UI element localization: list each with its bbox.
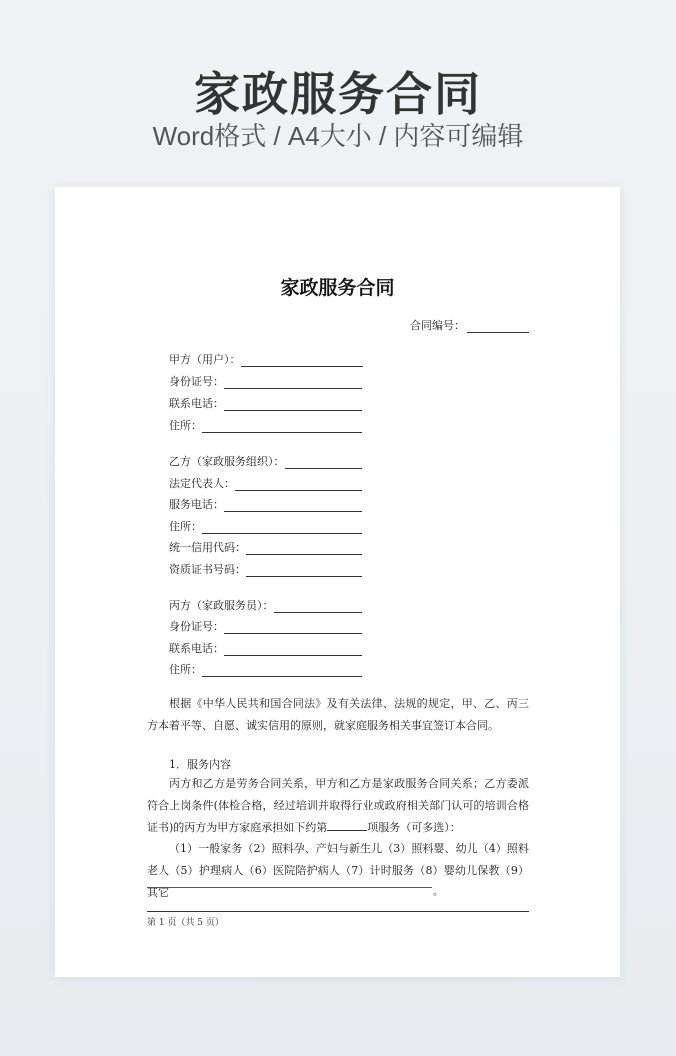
page-banner-subtitle: Word格式 / A4大小 / 内容可编辑	[152, 121, 524, 151]
party-c-address-label: 住所：	[169, 663, 202, 676]
contract-number-blank[interactable]	[467, 320, 529, 333]
party-b-address-label: 住所：	[169, 520, 202, 533]
party-a-address-blank[interactable]	[202, 420, 362, 433]
contract-number-field	[410, 317, 529, 333]
party-b-cert-blank[interactable]	[246, 564, 362, 577]
document-title: 家政服务合同	[280, 277, 395, 299]
party-c-address-field	[169, 663, 362, 677]
footer-divider	[147, 911, 529, 912]
party-b-rep-blank[interactable]	[235, 478, 362, 491]
party-c-id-blank[interactable]	[224, 621, 362, 634]
section-1-p1-text: 丙方和乙方是劳务合同关系，甲方和乙方是家政服务合同关系；乙方委派符合上岗条件(体检合格，经过培训并取得行业或政府相关部门认可的培训合格证书)的丙方为甲方家庭承担如下约第	[147, 777, 529, 834]
party-c-id-label: 身份证号：	[169, 620, 224, 633]
party-b-name-blank[interactable]	[285, 456, 362, 469]
party-c-heading: 丙方（家政服务员）：	[169, 599, 274, 612]
party-b-credit-code-blank[interactable]	[246, 542, 362, 555]
party-b-phone-label: 服务电话：	[169, 498, 224, 511]
intro-paragraph: 根据《中华人民共和国合同法》及有关法律、法规的规定，甲、乙、丙三方本着平等、自愿、诚实信用的原则，就家庭服务相关事宜签订本合同。	[147, 697, 529, 732]
party-a-heading-field	[169, 353, 363, 367]
party-b-rep-field	[169, 477, 362, 491]
contract-number-label: 合同编号：	[410, 319, 465, 332]
section-1-paragraph-2: （1）一般家务（2）照料孕、产妇与新生儿（3）照料婴、幼儿（4）照料老人（5）护理病人（6）医院陪护病人（7）计时服务（8）婴幼儿保教（9）其它	[147, 842, 529, 899]
party-a-heading: 甲方（用户）：	[169, 353, 241, 366]
party-b-address-blank[interactable]	[202, 521, 362, 534]
party-c-name-blank[interactable]	[274, 600, 362, 613]
tail-period: 。	[433, 887, 443, 898]
party-a-id-label: 身份证号：	[169, 375, 224, 388]
party-c-id-field	[169, 620, 362, 634]
party-a-phone-field	[169, 397, 362, 411]
party-b-credit-code-label: 统一信用代码：	[169, 541, 246, 554]
party-b-cert-label: 资质证书号码：	[169, 563, 246, 576]
party-c-address-blank[interactable]	[202, 664, 362, 677]
party-b-cert-field	[169, 563, 362, 577]
party-a-phone-label: 联系电话：	[169, 397, 224, 410]
party-c-phone-label: 联系电话：	[169, 642, 224, 655]
party-a-name-blank[interactable]	[241, 354, 363, 367]
document-page	[55, 187, 620, 977]
party-a-phone-blank[interactable]	[224, 398, 362, 411]
section-1-p1-suffix: 项服务（可多选）：	[367, 821, 461, 834]
party-a-id-field	[169, 375, 362, 389]
party-b-phone-blank[interactable]	[224, 499, 362, 512]
party-b-address-field	[169, 520, 362, 534]
other-service-blank[interactable]	[147, 887, 432, 888]
page-banner-title: 家政服务合同	[194, 67, 482, 121]
party-b-heading-field	[169, 455, 362, 469]
section-1-paragraph-1	[147, 773, 529, 839]
party-c-phone-blank[interactable]	[224, 643, 362, 656]
party-c-phone-field	[169, 642, 362, 656]
party-b-rep-label: 法定代表人：	[169, 477, 235, 490]
section-1-heading: 1．服务内容	[169, 758, 231, 771]
party-b-heading: 乙方（家政服务组织）：	[169, 455, 285, 468]
party-a-address-field	[169, 419, 362, 433]
party-b-phone-field	[169, 498, 362, 512]
party-b-credit-code-field	[169, 541, 362, 555]
party-a-address-label: 住所：	[169, 419, 202, 432]
service-count-blank[interactable]	[327, 820, 367, 831]
party-a-id-blank[interactable]	[224, 376, 362, 389]
page-footer: 第 1 页（共 5 页）	[147, 918, 224, 928]
party-c-heading-field	[169, 599, 362, 613]
